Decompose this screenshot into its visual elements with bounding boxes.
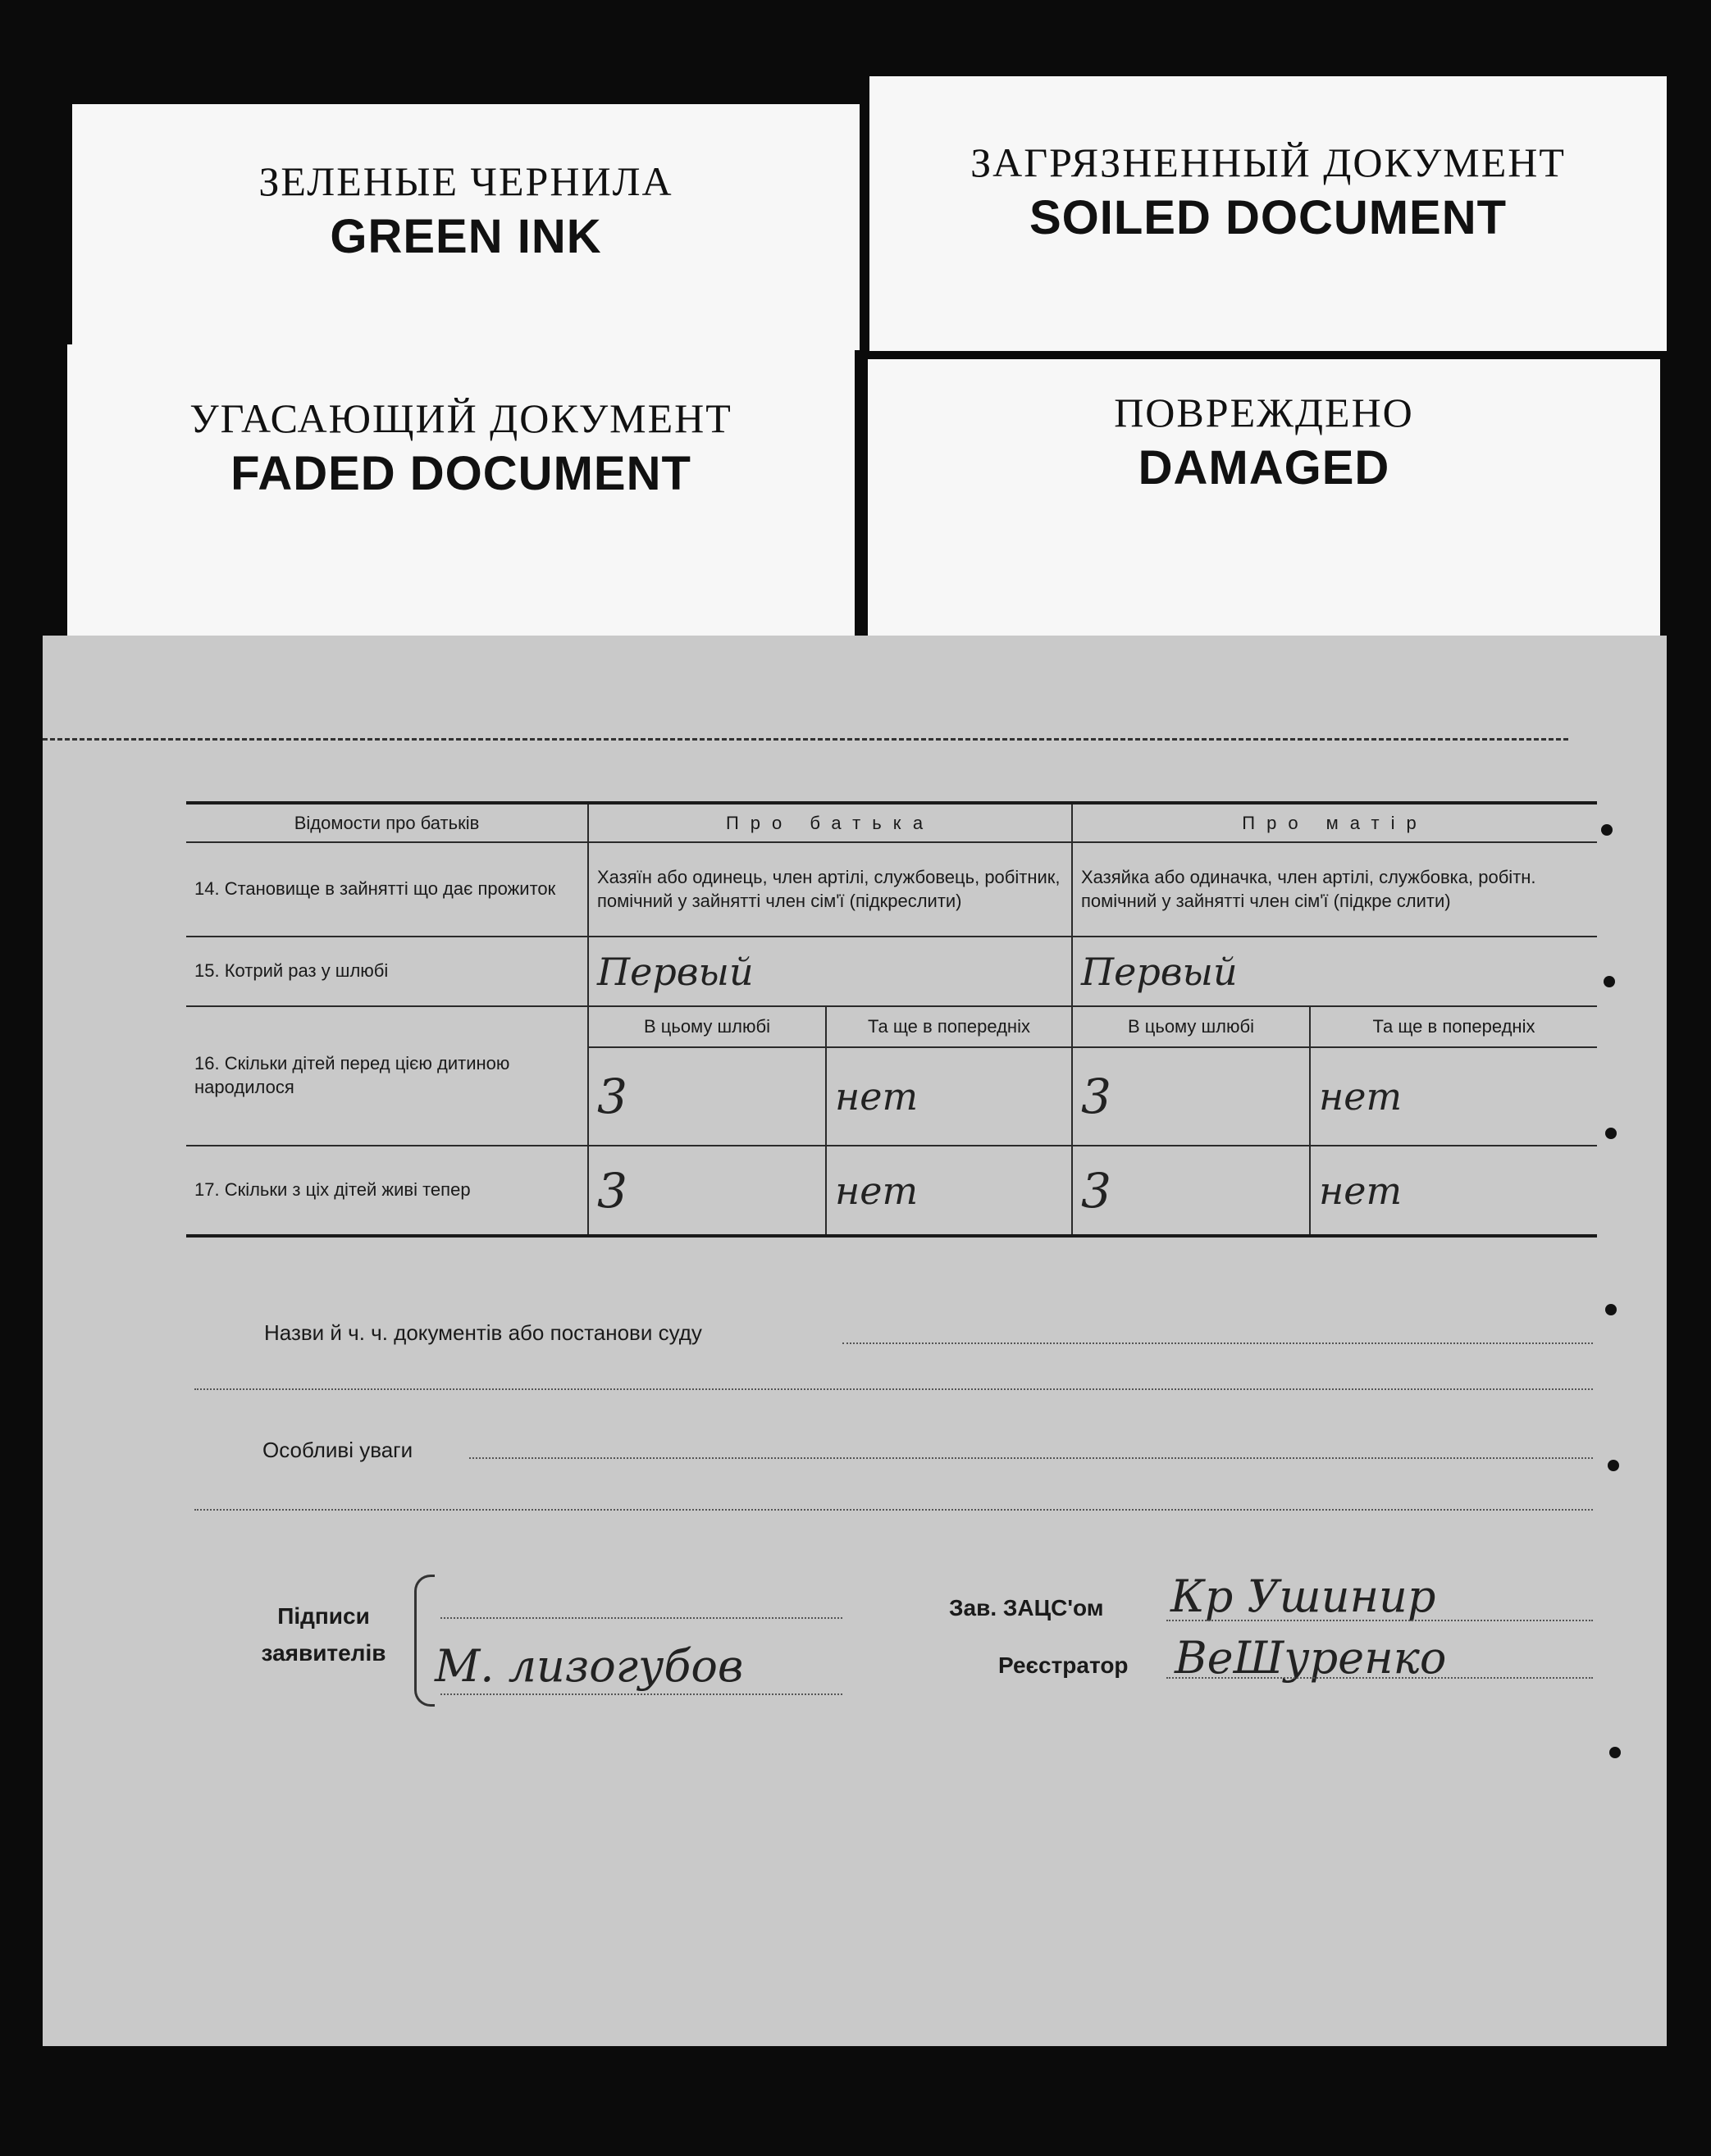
applicant-sig-line-1 bbox=[440, 1617, 842, 1619]
soiled-en: SOILED DOCUMENT bbox=[1029, 191, 1508, 244]
faded-document-label-card bbox=[67, 344, 855, 672]
head-sig-line bbox=[1166, 1620, 1593, 1621]
notes-dotted-line-2 bbox=[194, 1509, 1593, 1511]
punch-hole bbox=[1601, 824, 1613, 836]
head-label: Зав. ЗАЦС'ом bbox=[949, 1595, 1104, 1620]
notes-label: Особливі уваги bbox=[262, 1438, 413, 1462]
subheader-mother-prev: Та ще в попередніх bbox=[1310, 1006, 1597, 1047]
registrar-signature: ВеШуренко bbox=[1175, 1632, 1447, 1684]
documents-label: Назви й ч. ч. документів або постанови суду bbox=[264, 1320, 702, 1345]
notes-dotted-line bbox=[469, 1457, 1593, 1459]
applicant-signature: М. лизогубов bbox=[435, 1640, 744, 1692]
table-header-row bbox=[186, 803, 1597, 842]
row-14-mother-text: Хазяйка або одиначка, член артілі, службовка, робітн. помічний у зайнятті член сім'ї (підкре слити) bbox=[1072, 842, 1597, 937]
registrar-label: Реєстратор bbox=[998, 1652, 1129, 1678]
damaged-ru: ПОВРЕЖДЕНО bbox=[1114, 390, 1414, 435]
applicants-bracket bbox=[414, 1575, 435, 1707]
subheader-father-current: В цьому шлюбі bbox=[588, 1006, 826, 1047]
green-ink-ru: ЗЕЛЕНЫЕ ЧЕРНИЛА bbox=[258, 158, 673, 204]
header-mother: Про матір bbox=[1072, 803, 1597, 842]
faded-en: FADED DOCUMENT bbox=[230, 447, 691, 500]
head-signature: Кр Ушинир bbox=[1170, 1570, 1436, 1622]
row-15-mother: Первый bbox=[1072, 937, 1597, 1006]
punch-hole bbox=[1609, 1747, 1621, 1758]
row-14 bbox=[186, 842, 1597, 937]
row-16-father-current: 3 bbox=[588, 1047, 826, 1146]
applicants-label-1: Підписи bbox=[277, 1603, 370, 1629]
punch-hole bbox=[1605, 1304, 1617, 1315]
subheader-mother-current: В цьому шлюбі bbox=[1072, 1006, 1310, 1047]
green-ink-label-card bbox=[72, 104, 860, 350]
soiled-ru: ЗАГРЯЗНЕННЫЙ ДОКУМЕНТ bbox=[970, 139, 1566, 185]
subheader-row bbox=[186, 1006, 1597, 1047]
row-14-label: 14. Становище в зайнятті що дає прожиток bbox=[186, 842, 588, 937]
row-17-father-prev: нет bbox=[826, 1146, 1072, 1236]
row-15 bbox=[186, 937, 1597, 1006]
row-17 bbox=[186, 1146, 1597, 1236]
applicants-label-2: заявителів bbox=[261, 1640, 386, 1666]
subheader-father-prev: Та ще в попередніх bbox=[826, 1006, 1072, 1047]
soiled-document-label-card bbox=[869, 76, 1667, 351]
registrar-sig-line bbox=[1166, 1677, 1593, 1679]
parents-info-table bbox=[186, 801, 1597, 1238]
row-16-mother-current: 3 bbox=[1072, 1047, 1310, 1146]
documents-dotted-line-2 bbox=[194, 1388, 1593, 1390]
row-14-father-text: Хазяїн або одинець, член артілі, службовець, робітник, помічний у зайнятті член сім'ї (підкреслити) bbox=[588, 842, 1072, 937]
row-17-mother-current: 3 bbox=[1072, 1146, 1310, 1236]
row-16-mother-prev: нет bbox=[1310, 1047, 1597, 1146]
row-17-mother-prev: нет bbox=[1310, 1146, 1597, 1236]
row-16-label: 16. Скільки дітей перед цією дитиною народилося bbox=[186, 1006, 588, 1146]
punch-hole bbox=[1605, 1128, 1617, 1139]
punch-hole bbox=[1604, 976, 1615, 987]
documents-dotted-line bbox=[842, 1342, 1593, 1344]
damaged-label-card bbox=[868, 359, 1660, 654]
faded-ru: УГАСАЮЩИЙ ДОКУМЕНТ bbox=[189, 395, 732, 441]
row-15-label: 15. Котрий раз у шлюбі bbox=[186, 937, 588, 1006]
punch-hole bbox=[1608, 1460, 1619, 1471]
registration-form-sheet bbox=[43, 636, 1667, 2046]
applicant-sig-line-2 bbox=[440, 1693, 842, 1695]
row-17-father-current: 3 bbox=[588, 1146, 826, 1236]
perforation-line bbox=[43, 738, 1568, 741]
green-ink-en: GREEN INK bbox=[330, 210, 602, 263]
header-father: Про батька bbox=[588, 803, 1072, 842]
damaged-en: DAMAGED bbox=[1138, 441, 1390, 495]
row-17-label: 17. Скільки з ціх дітей живі тепер bbox=[186, 1146, 588, 1236]
row-15-father: Первый bbox=[588, 937, 1072, 1006]
row-16-father-prev: нет bbox=[826, 1047, 1072, 1146]
header-parents-info: Відомости про батьків bbox=[186, 803, 588, 842]
